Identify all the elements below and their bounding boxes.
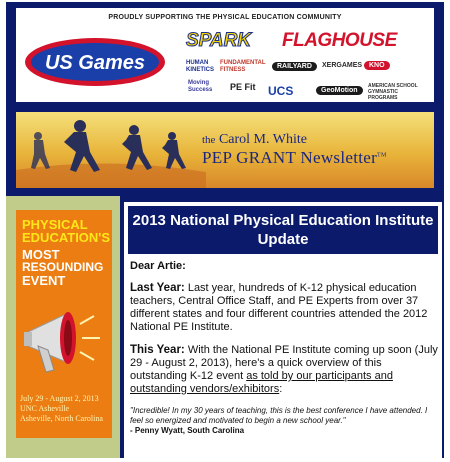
testimonials-link[interactable]: as told by our participants and outstanding vendors/exhibitors [130,370,393,395]
newsletter-prefix: the [202,134,216,146]
this-year-label: This Year: [130,344,185,356]
ad-headline-line3: MOST [22,247,60,262]
moving-success-logo[interactable]: Moving Success [188,80,213,93]
last-year-paragraph [130,282,440,334]
article-title: 2013 National Physical Education Institute Update [128,206,438,254]
ad-event-info [20,394,103,424]
article-panel [124,202,442,458]
megaphone-icon [22,298,106,388]
kno-logo[interactable]: KNO [364,61,390,70]
trademark-mark: TM [377,152,387,159]
pe-fit-logo[interactable]: PE Fit [230,82,256,92]
us-games-logo[interactable] [22,32,168,90]
greeting: Dear Artie: [130,260,186,272]
sponsor-tagline: PROUDLY SUPPORTING THE PHYSICAL EDUCATION COMMUNITY [108,14,342,21]
ad-headline-line4: RESOUNDING [22,260,104,274]
newsletter-banner [16,112,434,188]
newsletter-title-line2 [202,148,387,168]
testimonial-attribution: - Penny Wyatt, South Carolina [130,426,245,435]
ad-headline-line1: PHYSICAL [22,217,88,232]
this-year-paragraph [130,344,440,396]
railyard-logo[interactable]: RAILYARD [272,62,317,71]
sponsor-banner[interactable] [16,8,434,102]
this-year-text: With the National PE Institute coming up soon (July 29 - August 2, 2013), here's a quick overview of this outstanding K-12 event [130,344,438,382]
ad-event-location: Asheville, North Carolina [20,414,103,423]
last-year-text: Last year, hundreds of K-12 physical education teachers, Central Office Staff, and PE Experts from over 37 different states and four different countries attended the 2012 National PE Institute. [130,282,428,333]
flaghouse-logo[interactable]: FLAGHOUSE [282,30,397,51]
institute-ad[interactable] [16,210,112,438]
this-year-end: : [279,383,283,395]
american-school-logo[interactable]: AMERICAN SCHOOL GYMNASTIC PROGRAMS [368,83,418,101]
ad-headline-line5: EVENT [22,273,66,288]
xergames-logo[interactable]: XERGAMES [322,62,363,69]
geomotion-logo[interactable]: GeoMotion [316,86,363,95]
testimonial-quote: "Incredible! In my 30 years of teaching, this is the best conference I have attended. I feel so energized and motivated to begin a new school year." [130,406,428,425]
newsletter-name: Carol M. White [218,132,307,147]
article-body [130,260,440,436]
last-year-label: Last Year: [130,282,185,294]
us-games-logo-text: US Games [44,52,146,74]
fundamental-fitness-logo[interactable]: FUNDAMENTAL FITNESS [220,60,266,73]
runners-illustration [16,112,206,188]
spark-logo[interactable]: SPARK [186,30,252,51]
human-kinetics-logo[interactable]: HUMAN KINETICS [186,60,215,73]
sidebar-ad-column [6,196,120,458]
newsletter-title-line1 [202,132,307,148]
ad-headline-line2: EDUCATION'S [22,230,111,245]
newsletter-grant-name: PEP GRANT Newsletter [202,148,378,167]
ad-event-venue: UNC Asheville [20,404,70,413]
ad-event-dates: July 29 - August 2, 2013 [20,394,99,403]
ucs-logo[interactable]: UCS [268,84,294,98]
